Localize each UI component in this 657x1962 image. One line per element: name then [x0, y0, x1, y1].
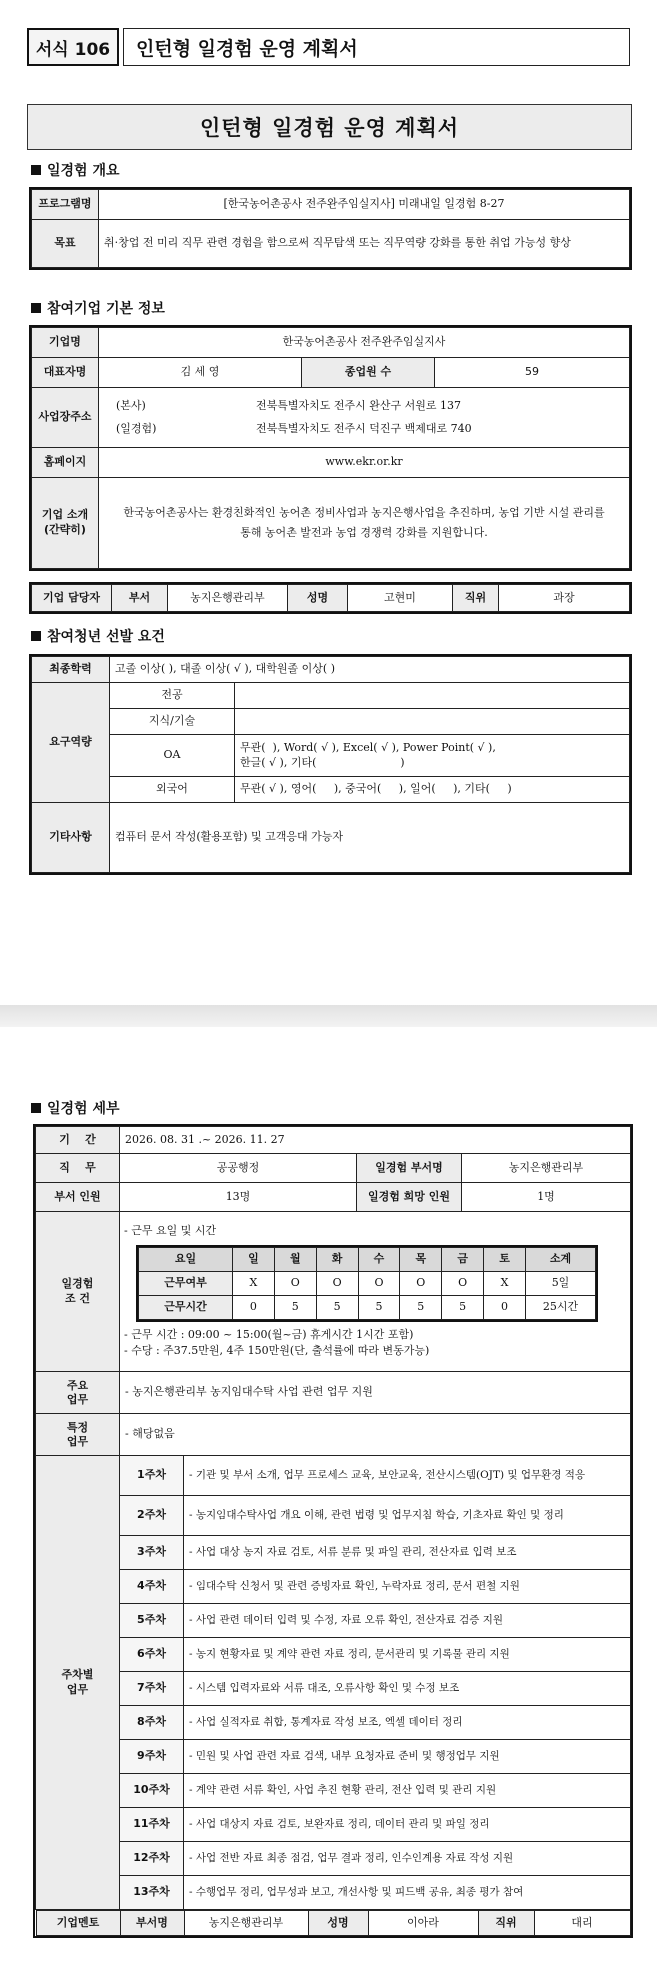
main-duty-value: - 농지은행관리부 농지임대수탁 사업 관련 업무 지원	[120, 1372, 631, 1414]
language-label: 외국어	[110, 777, 235, 803]
schedule-cell: 요일	[139, 1247, 233, 1271]
homepage-value[interactable]: www.ekr.or.kr	[99, 448, 630, 478]
week-task: - 농지임대수탁사업 개요 이해, 관련 법령 및 업무지침 학습, 기초자료 확인 및 정리	[184, 1496, 631, 1536]
detail-table	[33, 1124, 633, 1938]
week-task: - 사업 대상 농지 자료 검토, 서류 분류 및 파일 관리, 전산자료 입력 보조	[184, 1536, 631, 1570]
schedule-cell: O	[400, 1271, 442, 1295]
education-value: 고졸 이상( ), 대졸 이상( √ ), 대학원졸 이상( )	[110, 657, 630, 683]
contact-position-label: 직위	[453, 585, 499, 612]
company-table	[29, 325, 632, 571]
company-intro-label: 기업 소개 (간략히)	[32, 478, 99, 569]
oa-value	[235, 735, 630, 777]
skills-label: 요구역량	[32, 683, 110, 803]
week-task: - 사업 실적자료 취합, 통계자료 작성 보조, 엑셀 데이터 정리	[184, 1706, 631, 1740]
bullet-square-icon	[31, 165, 41, 175]
schedule-cell: 일	[233, 1247, 275, 1271]
schedule-cell: 5	[316, 1295, 358, 1319]
week-label: 13주차	[120, 1876, 184, 1910]
schedule-cell: O	[358, 1271, 400, 1295]
week-task: - 수행업무 정리, 업무성과 보고, 개선사항 및 피드백 공유, 최종 평가 참여	[184, 1876, 631, 1910]
address-site-tag: (일경험)	[116, 421, 157, 435]
oa-line-1: 무관( ), Word( √ ), Excel( √ ), Power Point( √ ),	[240, 740, 496, 754]
week-label: 10주차	[120, 1774, 184, 1808]
week-label: 8주차	[120, 1706, 184, 1740]
schedule-cell: 5	[358, 1295, 400, 1319]
address-hq-value: 전북특별자치도 전주시 완산구 서원로 137	[256, 398, 461, 412]
week-label: 1주차	[120, 1456, 184, 1496]
schedule-cell: 금	[442, 1247, 484, 1271]
contact-label: 기업 담당자	[32, 585, 112, 612]
address-cell	[99, 388, 630, 448]
conditions-time: - 근무 시간 : 09:00 ~ 15:00(월~금) 휴게시간 1시간 포함)	[124, 1327, 414, 1341]
mentor-position-label: 직위	[478, 1911, 534, 1936]
conditions-intro: - 근무 요일 및 시간	[124, 1223, 217, 1237]
period-value: 2026. 08. 31 .~ 2026. 11. 27	[120, 1127, 631, 1154]
schedule-cell: 0	[233, 1295, 275, 1319]
week-task: - 사업 전반 자료 최종 점검, 업무 결과 정리, 인수인계용 자료 작성 지원	[184, 1842, 631, 1876]
bullet-square-icon	[31, 631, 41, 641]
form-badge-label: 서식 106	[35, 39, 111, 60]
week-task: - 임대수탁 신청서 및 관련 증빙자료 확인, 누락자료 정리, 문서 편철 지원	[184, 1570, 631, 1604]
mentor-name-label: 성명	[308, 1911, 368, 1936]
section-heading-overview: 일경험 개요	[31, 160, 120, 180]
dept-staff-label: 부서 인원	[36, 1183, 120, 1212]
schedule-cell: 25시간	[526, 1295, 596, 1319]
schedule-work-row	[139, 1271, 596, 1295]
contact-dept-value: 농지은행관리부	[168, 585, 288, 612]
dept-staff-value: 13명	[120, 1183, 357, 1212]
program-label: 프로그램명	[32, 190, 99, 220]
schedule-cell: 5	[442, 1295, 484, 1319]
address-label: 사업장주소	[32, 388, 99, 448]
mentor-label: 기업멘토	[36, 1911, 120, 1936]
bullet-square-icon	[31, 1103, 41, 1113]
section-heading-requirements: 참여청년 선발 요건	[31, 626, 165, 646]
overview-table	[29, 187, 632, 270]
goal-label: 목표	[32, 220, 99, 268]
schedule-cell: 목	[400, 1247, 442, 1271]
work-dept-value: 농지은행관리부	[462, 1154, 631, 1183]
major-value	[235, 683, 630, 709]
form-header-title-box	[123, 28, 630, 66]
knowledge-label: 지식/기술	[110, 709, 235, 735]
conditions-pay: - 수당 : 주37.5만원, 4주 150만원(단, 출석률에 따라 변동가능)	[124, 1344, 430, 1358]
week-label: 12주차	[120, 1842, 184, 1876]
week-task: - 사업 관련 데이터 입력 및 수정, 자료 오류 확인, 전산자료 검증 지원	[184, 1604, 631, 1638]
week-label: 4주차	[120, 1570, 184, 1604]
schedule-table-wrap	[136, 1245, 598, 1322]
wanted-count-value: 1명	[462, 1183, 631, 1212]
schedule-cell: O	[442, 1271, 484, 1295]
mentor-row-wrap	[36, 1910, 631, 1937]
page-break	[0, 1005, 657, 1027]
week-label: 5주차	[120, 1604, 184, 1638]
address-hq-tag: (본사)	[116, 398, 146, 412]
schedule-cell: 5	[274, 1295, 316, 1319]
schedule-table	[138, 1247, 596, 1320]
schedule-cell: X	[484, 1271, 526, 1295]
employees-label: 종업원 수	[302, 358, 435, 388]
etc-label: 기타사항	[32, 803, 110, 873]
doc-title: 인턴형 일경험 운영 계획서	[199, 115, 460, 140]
company-name-value: 한국농어촌공사 전주완주임실지사	[99, 328, 630, 358]
special-duty-label: 특정 업무	[36, 1414, 120, 1456]
schedule-cell: X	[233, 1271, 275, 1295]
schedule-cell: 토	[484, 1247, 526, 1271]
major-label: 전공	[110, 683, 235, 709]
week-task: - 민원 및 사업 관련 자료 검색, 내부 요청자료 준비 및 행정업무 지원	[184, 1740, 631, 1774]
schedule-cell: 수	[358, 1247, 400, 1271]
schedule-cell: 근무여부	[139, 1271, 233, 1295]
work-dept-label: 일경험 부서명	[357, 1154, 462, 1183]
address-site-value: 전북특별자치도 전주시 덕진구 백제대로 740	[256, 421, 472, 435]
etc-value: 컴퓨터 문서 작성(활용포함) 및 고객응대 가능자	[110, 803, 630, 873]
oa-line-2: 한글( √ ), 기타( )	[240, 755, 405, 769]
conditions-cell	[120, 1212, 631, 1372]
mentor-table	[36, 1910, 631, 1936]
company-intro-value: 한국농어촌공사는 환경친화적인 농어촌 정비사업과 농지은행사업을 추진하며, 농업 기반 시설 관리를 통해 농어촌 발전과 농업 경쟁력 강화를 지원합니다.	[99, 478, 630, 569]
schedule-header-row	[139, 1247, 596, 1271]
section-heading-company: 참여기업 기본 정보	[31, 298, 165, 318]
schedule-cell: 5일	[526, 1271, 596, 1295]
section-heading-detail: 일경험 세부	[31, 1098, 120, 1118]
wanted-count-label: 일경험 희망 인원	[357, 1183, 462, 1212]
week-task: - 사업 대상지 자료 검토, 보완자료 정리, 데이터 관리 및 파일 정리	[184, 1808, 631, 1842]
week-task: - 시스템 입력자료와 서류 대조, 오류사항 확인 및 수정 보조	[184, 1672, 631, 1706]
language-value: 무관( √ ), 영어( ), 중국어( ), 일어( ), 기타( )	[235, 777, 630, 803]
duty-label: 직 무	[36, 1154, 120, 1183]
schedule-cell: 화	[316, 1247, 358, 1271]
week-label: 6주차	[120, 1638, 184, 1672]
contact-table	[29, 582, 632, 614]
ceo-label: 대표자명	[32, 358, 99, 388]
schedule-cell: O	[274, 1271, 316, 1295]
contact-name-value: 고현미	[348, 585, 453, 612]
goal-value: 취·창업 전 미리 직무 관련 경험을 함으로써 직무탐색 또는 직무역량 강화를 통한 취업 가능성 향상	[99, 220, 630, 268]
program-value: [한국농어촌공사 전주완주임실지사] 미래내일 일경험 8-27	[99, 190, 630, 220]
week-label: 9주차	[120, 1740, 184, 1774]
bullet-square-icon	[31, 303, 41, 313]
doc-title-box	[27, 104, 632, 150]
contact-name-label: 성명	[288, 585, 348, 612]
schedule-cell: 월	[274, 1247, 316, 1271]
education-label: 최종학력	[32, 657, 110, 683]
knowledge-value	[235, 709, 630, 735]
schedule-cell: 소계	[526, 1247, 596, 1271]
week-label: 7주차	[120, 1672, 184, 1706]
mentor-position-value: 대리	[534, 1911, 630, 1936]
contact-position-value: 과장	[499, 585, 630, 612]
week-label: 2주차	[120, 1496, 184, 1536]
duty-value: 공공행정	[120, 1154, 357, 1183]
week-task: - 기관 및 부서 소개, 업무 프로세스 교육, 보안교육, 전산시스템(OJT) 및 업무환경 적응	[184, 1456, 631, 1496]
company-name-label: 기업명	[32, 328, 99, 358]
weekly-duty-label: 주차별 업무	[36, 1456, 120, 1910]
conditions-label: 일경험 조 건	[36, 1212, 120, 1372]
homepage-label: 홈페이지	[32, 448, 99, 478]
mentor-name-value: 이아라	[368, 1911, 478, 1936]
period-label: 기 간	[36, 1127, 120, 1154]
week-label: 3주차	[120, 1536, 184, 1570]
employees-value: 59	[435, 358, 630, 388]
form-header	[27, 28, 630, 66]
requirements-table	[29, 654, 632, 875]
form-header-title: 인턴형 일경험 운영 계획서	[136, 37, 358, 60]
week-task: - 농지 현황자료 및 계약 관련 자료 정리, 문서관리 및 기록물 관리 지원	[184, 1638, 631, 1672]
week-task: - 계약 관련 서류 확인, 사업 추진 현황 관리, 전산 입력 및 관리 지원	[184, 1774, 631, 1808]
schedule-hours-row	[139, 1295, 596, 1319]
schedule-cell: 근무시간	[139, 1295, 233, 1319]
week-label: 11주차	[120, 1808, 184, 1842]
contact-dept-label: 부서	[112, 585, 168, 612]
mentor-dept-value: 농지은행관리부	[184, 1911, 308, 1936]
mentor-dept-label: 부서명	[120, 1911, 184, 1936]
schedule-cell: O	[316, 1271, 358, 1295]
special-duty-value: - 해당없음	[120, 1414, 631, 1456]
schedule-cell: 5	[400, 1295, 442, 1319]
form-badge	[27, 28, 119, 66]
schedule-cell: 0	[484, 1295, 526, 1319]
main-duty-label: 주요 업무	[36, 1372, 120, 1414]
oa-label: OA	[110, 735, 235, 777]
ceo-value: 김 세 영	[99, 358, 302, 388]
